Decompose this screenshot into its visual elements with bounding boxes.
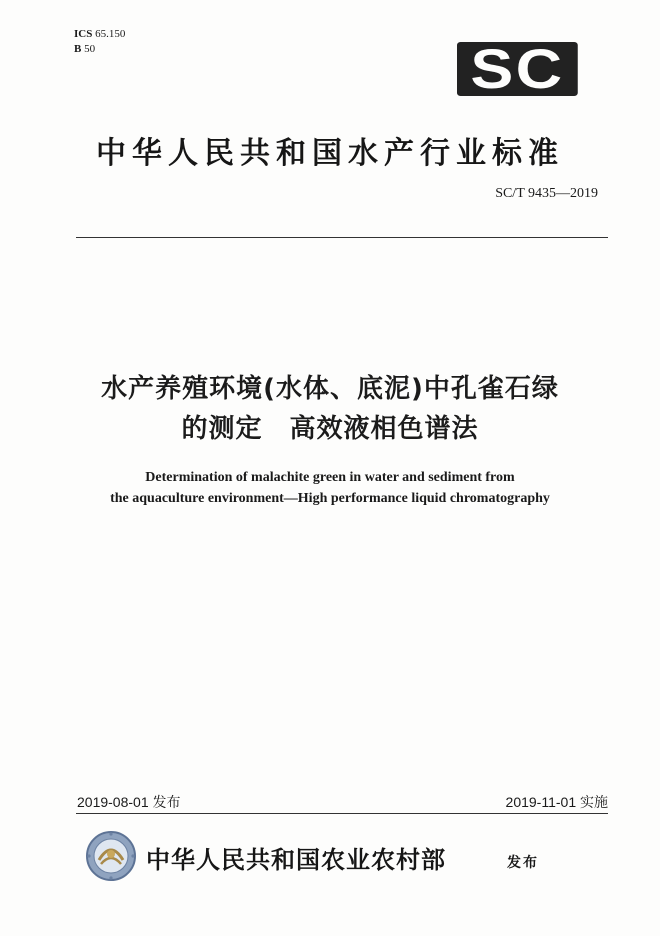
header-divider xyxy=(76,237,608,238)
english-title-line-1: Determination of malachite green in water and sediment from xyxy=(145,470,515,485)
implementation-date: 2019-11-01 实施 xyxy=(505,794,608,810)
chinese-title-line-2: 的测定 高效液相色谱法 xyxy=(181,414,479,444)
ministry-emblem-icon xyxy=(85,830,137,882)
standard-number: SC/T 9435—2019 xyxy=(495,186,598,201)
chinese-title-line-1: 水产养殖环境(水体、底泥)中孔雀石绿 xyxy=(101,374,559,404)
ccs-value: 50 xyxy=(84,43,96,55)
footer-divider xyxy=(76,813,608,814)
classification-codes xyxy=(74,27,125,57)
issuing-authority: 中华人民共和国农业农村部 xyxy=(146,846,446,874)
ccs-label: B xyxy=(74,43,82,55)
ics-label: ICS xyxy=(74,28,93,40)
english-title-line-2: the aquaculture environment—High performance liquid chromatography xyxy=(110,491,550,506)
sc-logo: SC xyxy=(457,42,578,96)
ics-code xyxy=(74,27,125,42)
industry-standard-title: 中华人民共和国水产行业标准 xyxy=(96,136,564,171)
ccs-code xyxy=(74,42,125,57)
publish-label: 发布 xyxy=(507,855,539,871)
ics-value: 65.150 xyxy=(95,28,126,40)
issue-date: 2019-08-01 发布 xyxy=(77,794,181,810)
